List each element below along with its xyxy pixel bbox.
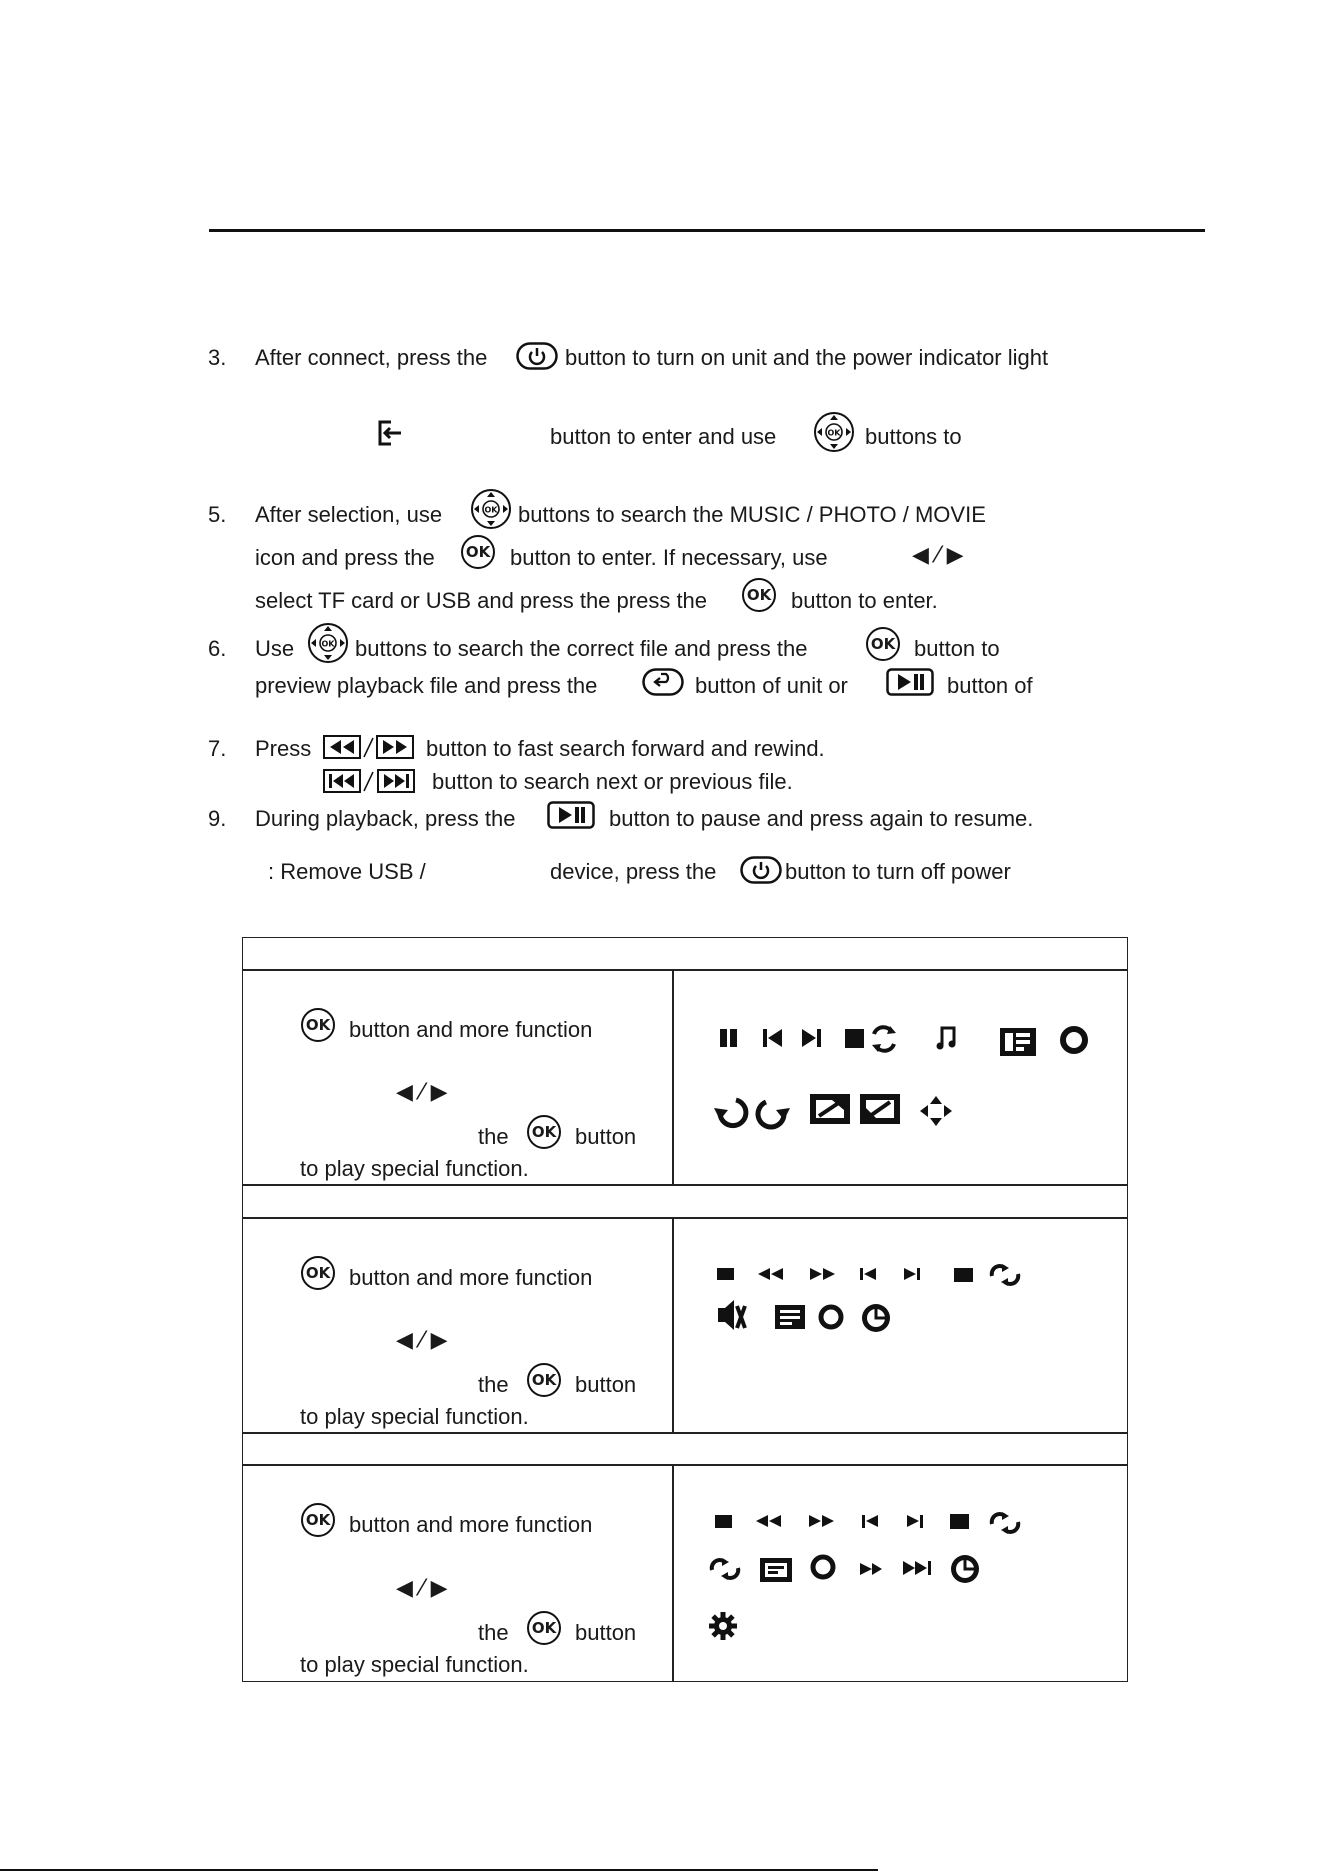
row2-line3-b: button <box>575 1372 637 1397</box>
svg-text:OK: OK <box>827 428 841 438</box>
step-4-text-a: button to enter and use <box>550 424 777 449</box>
header-rule <box>209 229 1205 232</box>
settings-icon <box>709 1612 737 1640</box>
prev-icon <box>862 1515 878 1528</box>
photo-function-icons <box>700 1020 1100 1140</box>
table-divider <box>242 1184 1128 1186</box>
note-text-a: : Remove USB / <box>268 859 426 884</box>
movie-function-icons <box>700 1508 1100 1648</box>
left-right-arrows-icon: ◀ ⁄ ▶ <box>912 543 964 568</box>
rewind-icon <box>756 1515 781 1527</box>
mute-icon <box>718 1300 745 1330</box>
step-3-text-a: After connect, press the <box>255 345 488 370</box>
rotate-right-icon <box>758 1102 790 1127</box>
left-right-arrows-icon: ◀ ⁄ ▶ <box>396 1576 448 1601</box>
table-divider <box>242 1464 1128 1466</box>
step-9-number: 9. <box>208 806 227 831</box>
info-icon <box>1000 1028 1036 1056</box>
play-pause-button-icon <box>547 801 595 829</box>
step-6-line2-b: button of unit or <box>695 673 848 698</box>
ok-button-icon: OK <box>742 578 776 612</box>
stop-icon <box>717 1268 734 1280</box>
rewind-forward-buttons-icon <box>323 735 415 761</box>
stop-icon <box>954 1268 973 1282</box>
ok-button-icon: OK <box>527 1115 561 1149</box>
row1-line3-a: the <box>478 1124 509 1149</box>
music-function-icons <box>700 1262 1100 1342</box>
return-button-icon <box>642 668 684 696</box>
step-6-line2-c: button of <box>947 673 1033 698</box>
row3-line1: button and more function <box>349 1512 593 1537</box>
step-5-line2-a: icon and press the <box>255 545 435 570</box>
step-7-number: 7. <box>208 736 227 761</box>
left-right-arrows-icon: ◀ ⁄ ▶ <box>396 1328 448 1353</box>
zoom-in-icon <box>810 1094 850 1124</box>
table-column-divider <box>672 1464 674 1682</box>
clock-icon <box>951 1555 979 1583</box>
step-forward-icon <box>903 1561 931 1575</box>
row3-line3-b: button <box>575 1620 637 1645</box>
step-5-line3-b: button to enter. <box>791 588 938 613</box>
table-column-divider <box>672 969 674 1184</box>
step-5-line1-b: buttons to search the MUSIC / PHOTO / MOVIE <box>518 502 986 527</box>
step-8-text-a: button to search next or previous file. <box>432 769 793 794</box>
prev-icon <box>860 1268 876 1280</box>
info-icon <box>775 1305 805 1329</box>
ok-button-icon: OK <box>527 1611 561 1645</box>
repeat-icon <box>992 1512 1018 1534</box>
circle-icon <box>821 1307 841 1327</box>
rewind-icon <box>758 1268 783 1280</box>
step-4-text-b: buttons to <box>865 424 962 449</box>
repeat-icon <box>712 1558 738 1580</box>
row2-line4: to play special function. <box>300 1404 529 1429</box>
svg-text:OK: OK <box>484 505 498 515</box>
stop-icon <box>715 1515 732 1528</box>
step-7-text-b: button to fast search forward and rewind. <box>426 736 825 761</box>
repeat-icon <box>872 1026 896 1052</box>
prev-icon <box>763 1029 782 1047</box>
step-3-text-b: button to turn on unit and the power indicator light <box>565 345 1049 370</box>
row3-line4: to play special function. <box>300 1652 529 1677</box>
navigation-pad-icon <box>307 622 349 664</box>
step-6-line1-c: button to <box>914 636 1000 661</box>
ok-button-icon: OK <box>301 1256 335 1290</box>
circle-icon <box>813 1557 833 1577</box>
power-button-icon <box>740 856 782 884</box>
step-7-text-a: Press <box>255 736 312 761</box>
step-5-line1-a: After selection, use <box>255 502 443 527</box>
navigation-pad-icon <box>813 411 855 453</box>
svg-text:OK: OK <box>321 639 335 649</box>
row1-line4: to play special function. <box>300 1156 529 1181</box>
step-6-line1-b: buttons to search the correct file and press the <box>355 636 808 661</box>
step-5-line3-a: select TF card or USB and press the press the <box>255 588 708 613</box>
ok-button-icon: OK <box>866 627 900 661</box>
circle-icon <box>1063 1029 1085 1051</box>
next-icon <box>904 1268 920 1280</box>
step-6-number: 6. <box>208 636 227 661</box>
ok-button-icon: OK <box>527 1363 561 1397</box>
repeat-icon <box>992 1264 1018 1286</box>
clock-icon <box>862 1304 890 1332</box>
zoom-out-icon <box>860 1094 900 1124</box>
step-5-line2-b: button to enter. If necessary, use <box>510 545 828 570</box>
table-column-divider <box>672 1217 674 1432</box>
move-arrows-icon <box>920 1096 952 1126</box>
step-9-text-a: During playback, press the <box>255 806 516 831</box>
footer-rule <box>0 1869 878 1871</box>
stop-icon <box>845 1029 864 1048</box>
slow-forward-icon <box>860 1563 882 1575</box>
row2-line3-a: the <box>478 1372 509 1397</box>
step-6-line2-a: preview playback file and press the <box>255 673 598 698</box>
note-text-b: device, press the <box>550 859 717 884</box>
table-divider <box>242 969 1128 971</box>
next-icon <box>802 1029 821 1047</box>
step-5-number: 5. <box>208 502 227 527</box>
prev-next-buttons-icon <box>323 769 417 795</box>
pause-icon <box>720 1029 737 1047</box>
play-pause-button-icon <box>886 668 934 696</box>
stop-icon <box>950 1514 969 1529</box>
step-3-number: 3. <box>208 345 227 370</box>
row1-line1: button and more function <box>349 1017 593 1042</box>
note-text-c: button to turn off power <box>785 859 1011 884</box>
ok-button-icon: OK <box>301 1008 335 1042</box>
table-divider <box>242 1217 1128 1219</box>
table-divider <box>242 1432 1128 1434</box>
next-icon <box>907 1515 923 1528</box>
navigation-pad-icon <box>470 488 512 530</box>
row3-line3-a: the <box>478 1620 509 1645</box>
fast-forward-icon <box>809 1515 834 1527</box>
step-6-line1-a: Use <box>255 636 295 661</box>
step-9-text-b: button to pause and press again to resume. <box>609 806 1034 831</box>
music-note-icon <box>937 1028 956 1050</box>
subtitle-icon <box>760 1558 792 1582</box>
fast-forward-icon <box>810 1268 835 1280</box>
ok-button-icon: OK <box>301 1503 335 1537</box>
row1-line3-b: button <box>575 1124 637 1149</box>
ok-button-icon: OK <box>461 535 495 569</box>
left-right-arrows-icon: ◀ ⁄ ▶ <box>396 1080 448 1105</box>
row2-line1: button and more function <box>349 1265 593 1290</box>
rotate-left-icon <box>714 1100 746 1126</box>
power-button-icon <box>516 342 558 370</box>
source-input-icon <box>375 418 405 448</box>
